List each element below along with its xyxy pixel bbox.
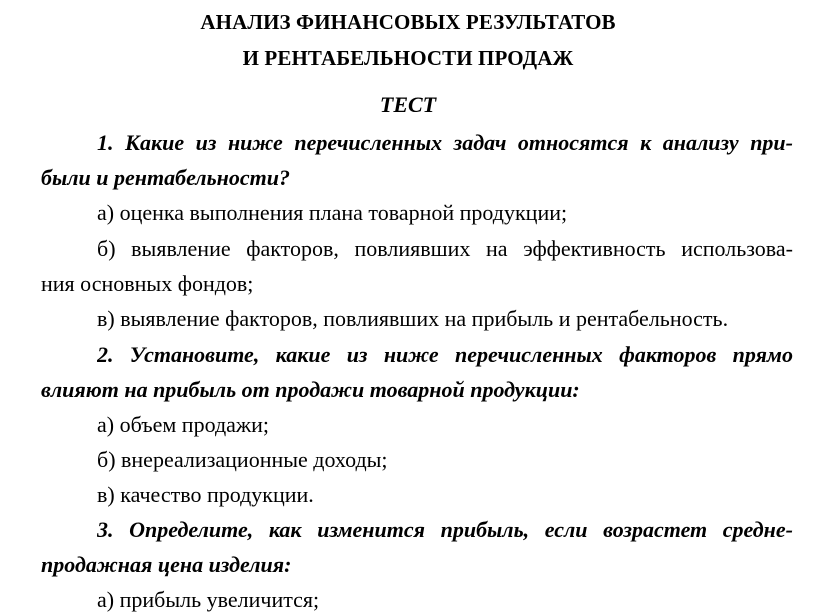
question-3-answer-a: а) прибыль увеличится; bbox=[97, 587, 320, 612]
document-title-line-1: АНАЛИЗ ФИНАНСОВЫХ РЕЗУЛЬТАТОВ bbox=[200, 10, 616, 34]
question-2-text-continued: влияют на прибыль от продажи товарной продукции: bbox=[41, 377, 580, 402]
question-1-text: 1. Какие из ниже перечисленных задач относятся к анализу при- bbox=[97, 130, 793, 155]
question-2-answer-a: а) объем продажи; bbox=[97, 412, 269, 437]
question-3-text-continued: продажная цена изделия: bbox=[41, 552, 292, 577]
question-1-answer-a: а) оценка выполнения плана товарной продукции; bbox=[97, 200, 568, 225]
test-heading: ТЕСТ bbox=[379, 92, 437, 117]
question-2-answer-c: в) качество продукции. bbox=[97, 482, 314, 507]
document-title-line-2: И РЕНТАБЕЛЬНОСТИ ПРОДАЖ bbox=[242, 46, 574, 70]
question-2-text: 2. Установите, какие из ниже перечисленных факторов прямо bbox=[97, 342, 793, 367]
question-1-answer-c: в) выявление факторов, повлиявших на прибыль и рентабельность. bbox=[97, 306, 729, 331]
question-1-text-continued: были и рентабельности? bbox=[41, 165, 290, 190]
question-2-answer-b: б) внереализационные доходы; bbox=[97, 447, 388, 472]
question-3-text: 3. Определите, как изменится прибыль, если возрастет средне- bbox=[97, 517, 793, 542]
question-1-answer-b-continued: ния основных фондов; bbox=[41, 271, 254, 296]
question-1-answer-b: б) выявление факторов, повлиявших на эффективность использова- bbox=[97, 236, 793, 261]
